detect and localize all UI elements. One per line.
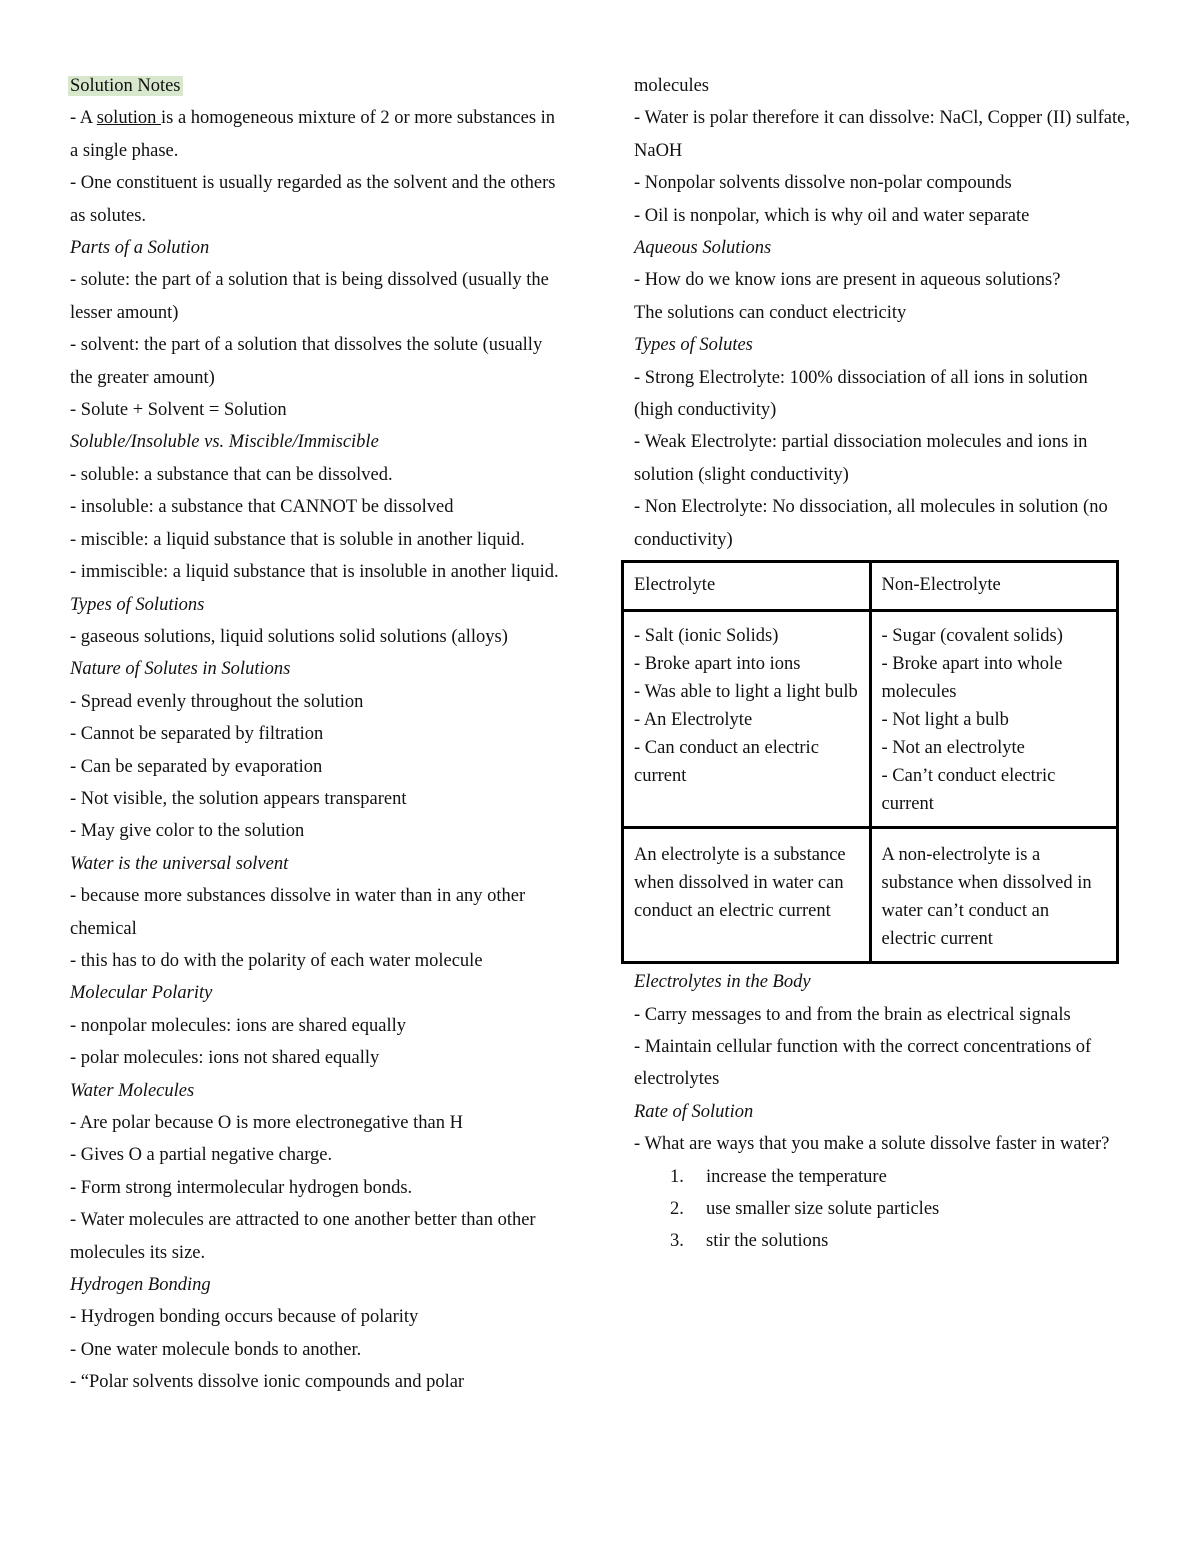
note-line: - Solute + Solvent = Solution (70, 400, 287, 421)
list-item: - Broke apart into ions (634, 654, 801, 675)
section-heading: Types of Solutions (70, 594, 205, 615)
page-title: Solution Notes (70, 76, 181, 96)
note-line: - Not visible, the solution appears transparent (70, 788, 407, 809)
numbered-list (634, 1161, 1130, 1258)
list-item: stir the solutions (706, 1231, 829, 1252)
solution-definition: - A solution is a homogeneous mixture of 2 or more substances in a single phase. (70, 108, 556, 161)
notes-title-line (70, 70, 560, 102)
note-line: - miscible: a liquid substance that is soluble in another liquid. (70, 529, 525, 550)
note-line: - Gives O a partial negative charge. (70, 1145, 333, 1166)
note-line: - soluble: a substance that can be dissolved. (70, 464, 393, 485)
electrolyte-comparison-table (621, 560, 1119, 964)
note-line: - How do we know ions are present in aqueous solutions? (634, 270, 1061, 291)
note-line: - “Polar solvents dissolve ionic compounds and polar (70, 1372, 465, 1393)
list-item: - Can conduct an electric current (634, 738, 819, 787)
table-header-row (623, 562, 1118, 611)
note-line: - because more substances dissolve in water than in any other chemical (70, 886, 526, 939)
note-line: - Oil is nonpolar, which is why oil and water separate (634, 205, 1030, 226)
table-cell-nonelectrolyte-definition: A non-electrolyte is a substance when dissolved in water can’t conduct an electric current (870, 828, 1118, 963)
section-heading: Hydrogen Bonding (70, 1275, 211, 1296)
list-item: - Can’t conduct electric current (881, 766, 1056, 815)
table-cell-electrolyte-list (623, 611, 871, 828)
section-heading: Rate of Solution (634, 1101, 754, 1122)
note-line: - solvent: the part of a solution that dissolves the solute (usually the greater amount) (70, 335, 543, 388)
right-column (634, 70, 1130, 1258)
note-line: - May give color to the solution (70, 821, 305, 842)
table-row (623, 828, 1118, 963)
note-line: - Cannot be separated by filtration (70, 724, 324, 745)
note-line: - Nonpolar solvents dissolve non-polar compounds (634, 173, 1012, 194)
note-line: The solutions can conduct electricity (634, 302, 907, 323)
list-item: - Sugar (covalent solids) (881, 626, 1063, 647)
section-heading: Soluble/Insoluble vs. Miscible/Immiscible (70, 432, 379, 453)
list-item: increase the temperature (706, 1166, 887, 1187)
section-heading: Aqueous Solutions (634, 238, 772, 259)
note-line: - immiscible: a liquid substance that is insoluble in another liquid. (70, 562, 559, 583)
section-heading: Types of Solutes (634, 335, 753, 356)
table-row (623, 611, 1118, 828)
left-column (70, 70, 560, 1399)
note-line: - Can be separated by evaporation (70, 756, 323, 777)
table-cell-electrolyte-definition: An electrolyte is a substance when dissolved in water can conduct an electric current (623, 828, 871, 963)
note-line: - Maintain cellular function with the correct concentrations of electrolytes (634, 1036, 1092, 1090)
list-item: - Was able to light a light bulb (634, 682, 858, 703)
note-line: - What are ways that you make a solute dissolve faster in water? (634, 1134, 1110, 1155)
list-item: use smaller size solute particles (706, 1198, 940, 1219)
note-line: - Hydrogen bonding occurs because of polarity (70, 1307, 419, 1328)
section-heading: Parts of a Solution (70, 238, 210, 259)
note-line: - polar molecules: ions not shared equally (70, 1048, 380, 1069)
note-line: - gaseous solutions, liquid solutions solid solutions (alloys) (70, 626, 508, 647)
list-item: - Not an electrolyte (881, 738, 1025, 759)
list-item: - Broke apart into whole molecules (881, 654, 1063, 703)
section-heading: Nature of Solutes in Solutions (70, 659, 291, 680)
note-line: molecules (634, 76, 710, 96)
note-line: - Carry messages to and from the brain as electrical signals (634, 1004, 1071, 1025)
note-line: - this has to do with the polarity of each water molecule (70, 950, 483, 971)
note-line: - Form strong intermolecular hydrogen bonds. (70, 1177, 413, 1198)
table-header-cell: Non-Electrolyte (870, 562, 1118, 611)
section-heading: Molecular Polarity (70, 983, 213, 1004)
note-line: - Non Electrolyte: No dissociation, all molecules in solution (no conductivity) (634, 497, 1108, 550)
section-heading: Water is the universal solvent (70, 853, 289, 874)
note-line: - Are polar because O is more electronegative than H (70, 1113, 463, 1133)
note-line: - Weak Electrolyte: partial dissociation molecules and ions in solution (slight conductivity) (634, 432, 1088, 485)
note-line: - insoluble: a substance that CANNOT be dissolved (70, 497, 454, 518)
list-item: - Salt (ionic Solids) (634, 626, 779, 647)
note-line: - Spread evenly throughout the solution (70, 691, 364, 712)
list-item: - Not light a bulb (881, 710, 1009, 731)
section-heading: Water Molecules (70, 1080, 195, 1101)
constituent-note: - One constituent is usually regarded as the solvent and the others as solutes. (70, 173, 556, 226)
list-item: - An Electrolyte (634, 710, 753, 731)
solution-term: solution (96, 108, 161, 129)
note-line: - nonpolar molecules: ions are shared equally (70, 1015, 406, 1036)
table-cell-nonelectrolyte-list (870, 611, 1118, 828)
note-line: - solute: the part of a solution that is being dissolved (usually the lesser amount) (70, 270, 549, 323)
table-header-cell: Electrolyte (623, 562, 871, 611)
note-line: - One water molecule bonds to another. (70, 1339, 362, 1360)
note-line: - Strong Electrolyte: 100% dissociation of all ions in solution (high conductivity) (634, 367, 1088, 421)
section-heading: Electrolytes in the Body (634, 972, 811, 993)
note-line: - Water is polar therefore it can dissolve: NaCl, Copper (II) sulfate, NaOH (634, 108, 1130, 161)
note-line: - Water molecules are attracted to one another better than other molecules its size. (70, 1210, 536, 1263)
